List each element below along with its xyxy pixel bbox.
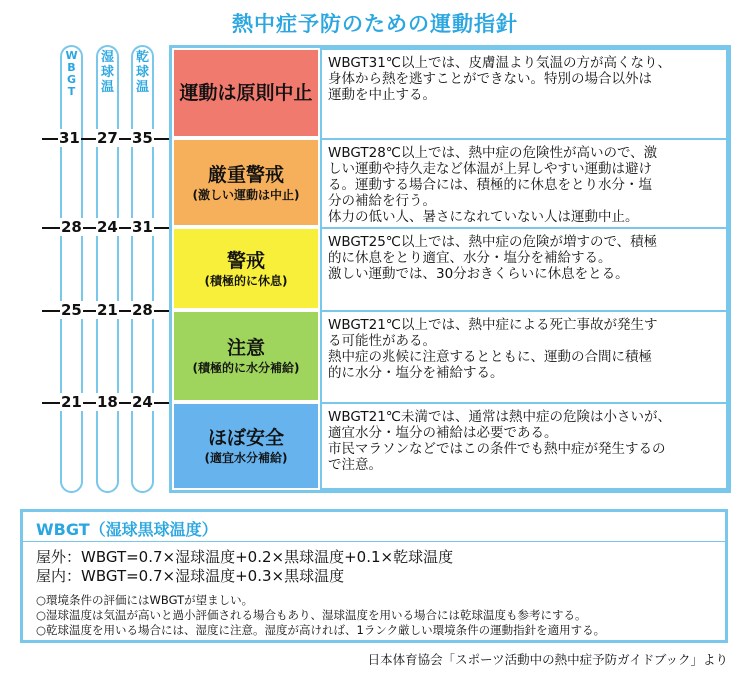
scale-header-wbgt (60, 50, 83, 98)
desc-line: 熱中症の兆候に注意するとともに、運動の合間に積極 (328, 349, 652, 365)
level-name: 厳重警戒 (207, 163, 284, 186)
scale-header-text: 湿球温 (101, 50, 115, 95)
source-credit: 日本体育協会「スポーツ活動中の熱中症予防ガイドブック」より (367, 652, 728, 667)
desc-line: 的に水分・塩分を補給する。 (328, 365, 504, 381)
scale-bar-wbgt (60, 45, 83, 493)
level-warning (172, 227, 320, 310)
level-name: 運動は原則中止 (179, 82, 313, 104)
scale-header-dry-bulb (131, 50, 154, 95)
level-description (320, 227, 728, 312)
level-stop-exercise (172, 48, 320, 138)
dry-bulb-value: 31 (132, 218, 153, 236)
wbgt-value: 21 (61, 393, 82, 411)
scale-header-text: 乾球温 (136, 50, 150, 95)
scale-bar-dry-bulb (131, 45, 154, 493)
wbgt-title: WBGT（湿球黒球温度） (36, 520, 218, 539)
level-description (320, 310, 728, 404)
wet-bulb-value: 21 (97, 301, 118, 319)
level-sub: (激しい運動は中止) (192, 187, 300, 202)
desc-line: る可能性がある。 (328, 333, 436, 349)
desc-line: WBGT21℃以上では、熱中症による死亡事故が発生す (328, 317, 658, 333)
desc-line: WBGT31℃以上では、皮膚温より気温の方が高くなり、 (328, 55, 671, 71)
desc-line: 的に休息をとり適宜、水分・塩分を補給する。 (328, 250, 612, 266)
desc-line: 分の補給を行う。 (328, 193, 436, 209)
desc-line: で注意。 (328, 457, 382, 473)
desc-line: 市民マラソンなどではこの条件でも熱中症が発生するの (328, 441, 666, 457)
page-title: 熱中症予防のための運動指針 (232, 12, 518, 36)
desc-line: 激しい運動では、30分おきくらいに休息をとる。 (328, 266, 629, 282)
note: ○環境条件の評価にはWBGTが望ましい。 (36, 593, 254, 607)
level-sub: (適宜水分補給) (204, 451, 288, 465)
desc-line: しい運動や持久走など体温が上昇しやすい運動は避け (328, 161, 652, 177)
wet-bulb-value: 24 (97, 218, 118, 236)
desc-line: 適宜水分・塩分の補給は必要である。 (328, 425, 558, 441)
wbgt-value: 25 (61, 301, 82, 319)
wbgt-value: 31 (59, 129, 80, 147)
level-name: 注意 (226, 337, 265, 359)
dry-bulb-value: 24 (132, 393, 153, 411)
desc-line: 運動を中止する。 (328, 87, 436, 103)
level-caution (172, 310, 320, 402)
level-description (320, 138, 728, 229)
divider (23, 541, 728, 542)
desc-line: WBGT28℃以上では、熱中症の危険性が高いので、激 (328, 145, 658, 161)
level-sub: (積極的に水分補給) (192, 361, 300, 375)
level-name: ほぼ安全 (207, 427, 284, 449)
scale-bar-wet-bulb (96, 45, 119, 493)
desc-line: WBGT25℃以上では、熱中症の危険が増すので、積極 (328, 234, 658, 250)
scale-header-text: WBGT (65, 49, 78, 98)
level-name: 警戒 (226, 249, 265, 272)
level-description (320, 402, 728, 490)
dry-bulb-value: 28 (132, 301, 153, 319)
note: ○乾球温度を用いる場合には、湿度に注意。湿度が高ければ、1ランク厳しい環境条件の運動指針を適用する。 (36, 623, 606, 637)
outdoor-formula: 屋外：WBGT=0.7×湿球温度+0.2×黒球温度+0.1×乾球温度 (36, 548, 454, 566)
dry-bulb-value: 35 (132, 129, 153, 147)
note: ○湿球温度は気温が高いと過小評価される場合もあり、湿球温度を用いる場合には乾球温度も参考にする。 (36, 608, 587, 622)
wbgt-value: 28 (61, 218, 82, 236)
desc-line: 身体から熱を逃すことができない。特別の場合以外は (328, 71, 652, 87)
wbgt-info-box (20, 509, 728, 643)
desc-line: る。運動する場合には、積極的に休息をとり水分・塩 (328, 177, 652, 193)
level-sub: (積極的に休息) (204, 273, 288, 288)
level-almost-safe (172, 402, 320, 490)
scale-header-wet-bulb (96, 50, 119, 95)
wet-bulb-value: 27 (97, 129, 118, 147)
desc-line: WBGT21℃未満では、通常は熱中症の危険は小さいが、 (328, 409, 671, 425)
level-severe-warning (172, 138, 320, 227)
desc-line: 体力の低い人、暑さになれていない人は運動中止。 (328, 209, 639, 225)
wet-bulb-value: 18 (97, 393, 118, 411)
level-description (320, 48, 728, 140)
indoor-formula: 屋内：WBGT=0.7×湿球温度+0.3×黒球温度 (36, 567, 345, 585)
